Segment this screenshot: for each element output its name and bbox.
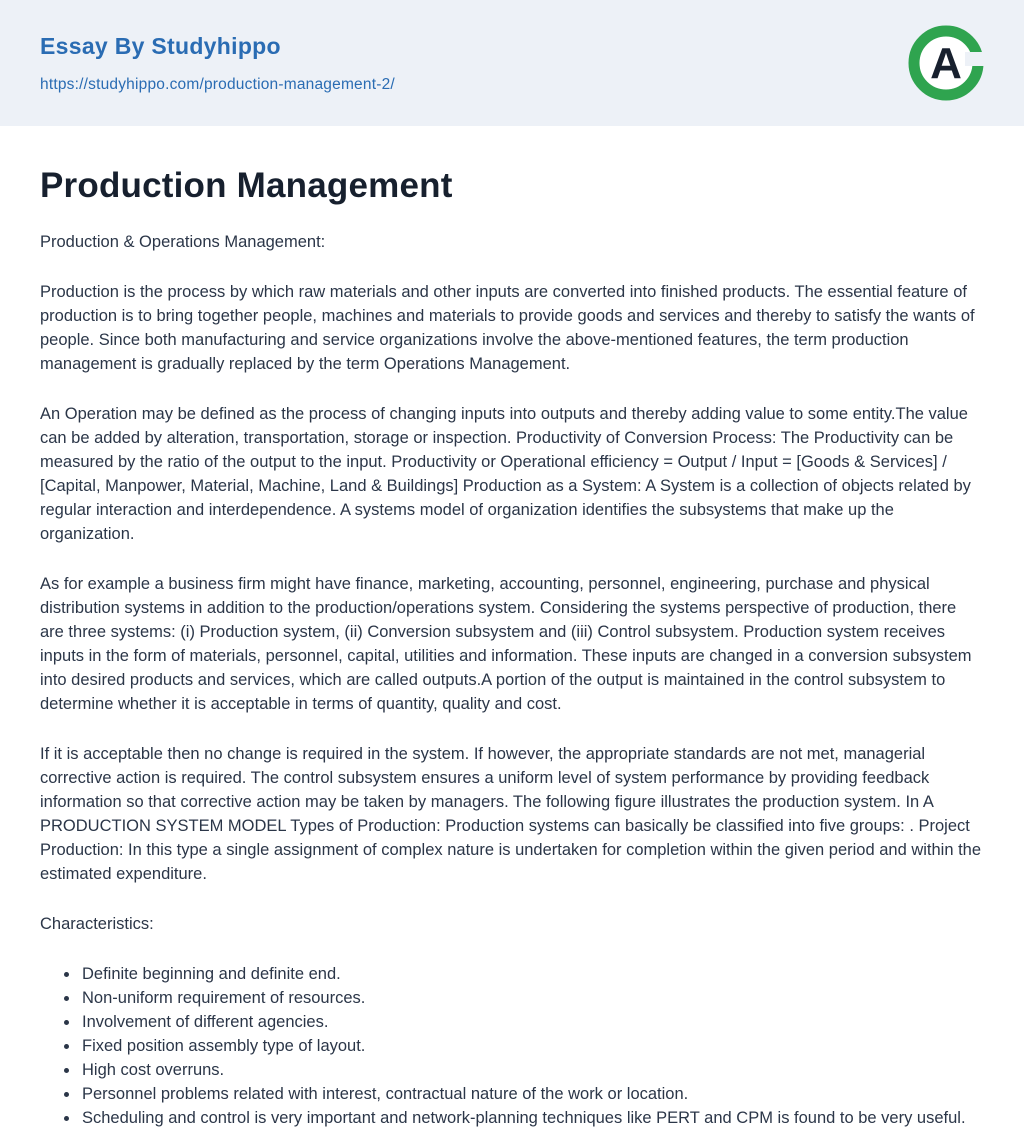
paragraph-2: An Operation may be defined as the process of changing inputs into outputs and thereby adding value to some entity.The value can be added by alteration, transportation, storage or inspection. Productivity of Conversion Process: The Productivity can be measured by the ratio of the output to the input. Productivity or Operational efficiency = Output / Input = [Goods & Services] / [Capital, Manpower, Material, Machine, Land & Buildings] Production as a System: A System is a collection of objects related by regular interaction and interdependence. A systems model of organization identifies the subsystems that make up the organization. [40,405,971,543]
list-item: • Fixed position assembly type of layout. [80,1034,982,1058]
list-item: • Non-uniform requirement of resources. [80,986,982,1010]
studyhippo-logo-icon [908,25,984,101]
paragraph-3: As for example a business firm might have finance, marketing, accounting, personnel, engineering, purchase and physical distribution systems in addition to the production/operations system. Considering the systems perspective of production, there are three systems: (i) Production system, (ii) Conversion subsystem and (iii) Control subsystem. Production system receives inputs in the form of materials, personnel, capital, utilities and information. These inputs are changed in a conversion subsystem into desired products and services, which are called outputs.A portion of the output is maintained in the control subsystem to determine whether it is acceptable in terms of quantity, quality and cost. [40,575,972,713]
page-title: Production Management [40,166,453,205]
list-item: • Definite beginning and definite end. [80,962,982,986]
list-item: • High cost overruns. [80,1058,982,1082]
brand-title: Essay By Studyhippo [40,32,281,59]
source-url-link[interactable]: https://studyhippo.com/production-management-2/ [40,75,395,93]
logo-letter: A [930,39,962,88]
header-text-block [40,33,395,94]
characteristics-label: Characteristics: [40,915,154,933]
paragraph-4: If it is acceptable then no change is required in the system. If however, the appropriate standards are not met, managerial corrective action is required. The control subsystem ensures a uniform level of system performance by providing feedback information so that corrective action may be taken by managers. The following figure illustrates the production system. In A PRODUCTION SYSTEM MODEL Types of Production: Production systems can basically be classified into five groups: . Project Production: In this type a single assignment of complex nature is undertaken for completion within the given period and within the estimated expenditure. [40,745,982,883]
list-item: • Personnel problems related with interest, contractual nature of the work or location. [80,1082,982,1106]
article-content [0,126,1024,1130]
list-item: • Involvement of different agencies. [80,1010,982,1034]
characteristics-list [80,962,982,1130]
list-item: • Scheduling and control is very important and network-planning techniques like PERT and CPM is found to be very useful. [80,1106,982,1130]
paragraph-1: Production is the process by which raw materials and other inputs are converted into finished products. The essential feature of production is to bring together people, machines and materials to provide goods and services and thereby to satisfy the wants of people. Since both manufacturing and service organizations involve the above-mentioned features, the term production management is gradually replaced by the term Operations Management. [40,283,975,373]
site-header [0,0,1024,126]
article-subtitle: Production & Operations Management: [40,233,326,251]
